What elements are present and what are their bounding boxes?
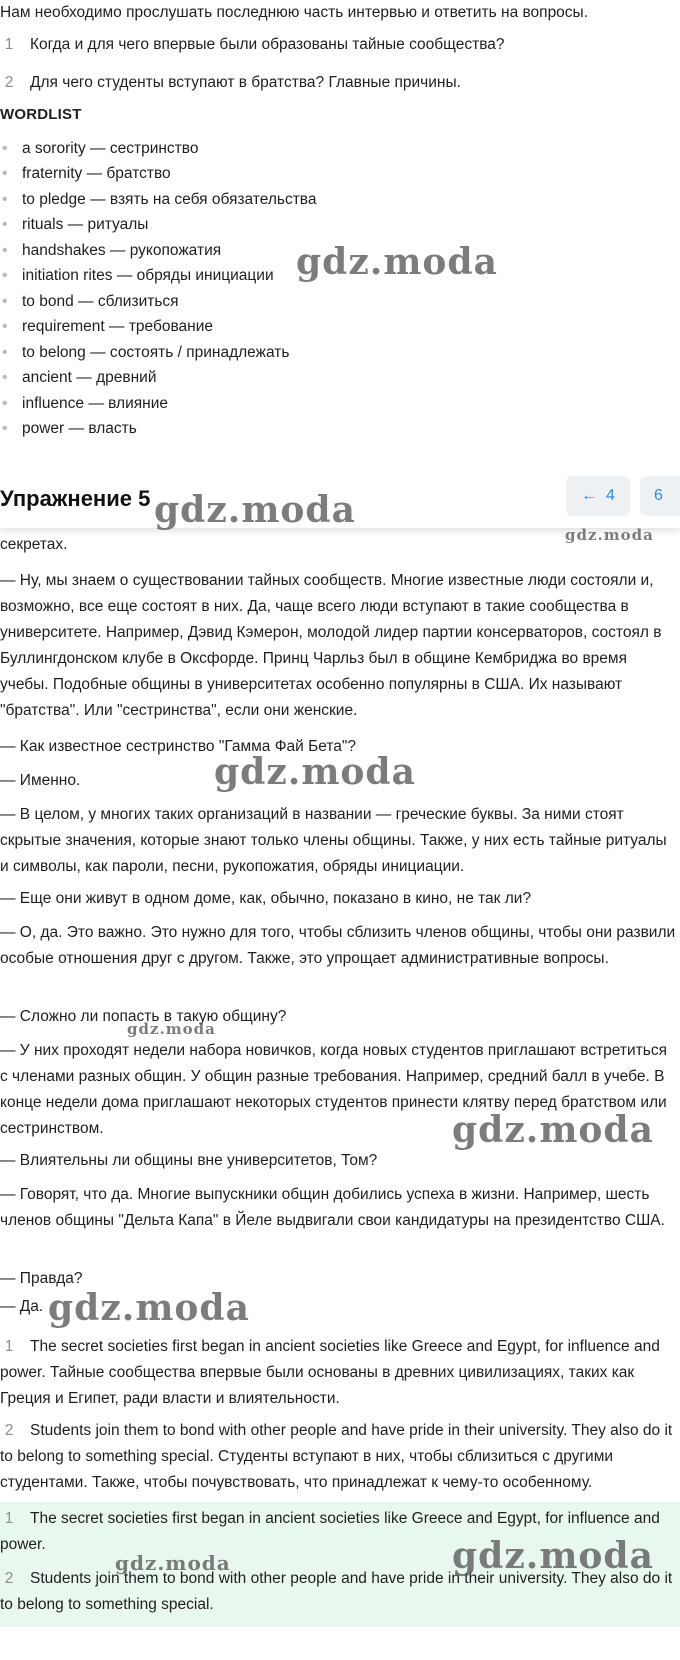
answer-number: 2 (4, 1570, 14, 1587)
watermark: gdz.moda (154, 489, 356, 531)
transcript-fragment: секретах. (0, 536, 68, 553)
wordlist-item: • fraternity — братство (0, 161, 171, 187)
wordlist-heading: WORDLIST (0, 106, 82, 123)
question-text: Когда и для чего впервые были образованы тайные сообщества? (30, 36, 505, 53)
answer-item (0, 1418, 676, 1496)
answer-text: The secret societies first began in ancient societies like Greece and Egypt, for influence and power. (0, 1510, 660, 1553)
wordlist-item: • rituals — ритуалы (0, 212, 148, 238)
dialogue-line: — О, да. Это важно. Это нужно для того, чтобы сблизить членов общины, чтобы они развили особые отношения друг с другом. Также, это упрощает административные вопросы. (0, 924, 676, 967)
dialogue-line: — Именно. (0, 772, 81, 789)
watermark: gdz.moda (452, 1109, 654, 1151)
bullet-icon: • (2, 165, 8, 182)
bullet-icon: • (2, 318, 8, 335)
answer-text: The secret societies first began in ancient societies like Greece and Egypt, for influence and power. Тайные сообщества впервые были основаны в древних цивилизациях, таких как Греция и Египет, ради власти и влиятельности. (0, 1338, 660, 1407)
bullet-icon: • (2, 344, 8, 361)
watermark: gdz.moda (48, 1287, 250, 1329)
question-item (0, 70, 680, 96)
next-exercise-button[interactable] (640, 476, 680, 516)
question-text: Для чего студенты вступают в братства? Главные причины. (30, 74, 461, 91)
bullet-icon: • (2, 420, 8, 437)
wordlist-item: • a sorority — сестринство (0, 136, 198, 162)
arrow-left-icon: ← (581, 487, 598, 504)
wordlist-item: • power — власть (0, 416, 137, 442)
dialogue-line: — Сложно ли попасть в такую общину? (0, 1008, 287, 1025)
question-number: 2 (4, 74, 14, 91)
answer-item (0, 1334, 676, 1412)
watermark: gdz.moda (296, 241, 498, 283)
dialogue-line: — У них проходят недели набора новичков, когда новых студентов приглашают встретиться с членами разных общин. У общин разные требования. Например, средний балл в учебе. В конце недели дома приглашают некоторых студентов принести клятву перед братством или сестринством. (0, 1042, 667, 1137)
wordlist-item: • to pledge — взять на себя обязательства (0, 187, 316, 213)
dialogue-line: — Да. (0, 1298, 44, 1315)
wordlist-item: • to belong — состоять / принадлежать (0, 340, 289, 366)
dialogue-line: — Еще они живут в одном доме, как, обычно, показано в кино, не так ли? (0, 890, 532, 907)
answer-number: 2 (4, 1422, 14, 1439)
dialogue-line: — Ну, мы знаем о существовании тайных сообществ. Многие известные люди состояли и, возможно, все еще состоят в них. Да, чаще всего люди вступают в такие сообщества в университете. Например, Дэвид Кэмерон, молодой лидер партии консерваторов, состоял в Буллингдонском клубе в Оксфорде. Принц Чарльз был в общине Кембриджа во время учебы. Подобные общины в университетах особенно популярны в США. Их называют "братства". Или "сестринства", если они женские. (0, 572, 662, 719)
dialogue-line: — Говорят, что да. Многие выпускники общин добились успеха в жизни. Например, шесть членов общины "Дельта Капа" в Йеле выдвигали свои кандидатуры на президентство США. (0, 1186, 665, 1229)
wordlist-item: • influence — влияние (0, 391, 168, 417)
wordlist-item: • handshakes — рукопожатия (0, 238, 221, 264)
watermark: gdz.moda (214, 751, 416, 793)
watermark: gdz.moda (452, 1535, 654, 1577)
bullet-icon: • (2, 140, 8, 157)
exercise-title: Упражнение 5 (0, 486, 151, 511)
bullet-icon: • (2, 293, 8, 310)
bullet-icon: • (2, 267, 8, 284)
dialogue-line: — Как известное сестринство "Гамма Фай Бета"? (0, 738, 357, 755)
answer-number: 1 (4, 1510, 14, 1527)
question-item (0, 32, 680, 58)
watermark: gdz.moda (565, 526, 654, 544)
next-exercise-number: 6 (654, 487, 663, 504)
wordlist-item: • ancient — древний (0, 365, 157, 391)
prev-exercise-number: 4 (605, 487, 615, 504)
prev-exercise-button[interactable] (566, 476, 630, 516)
bullet-icon: • (2, 191, 8, 208)
bullet-icon: • (2, 369, 8, 386)
task-intro: Нам необходимо прослушать последнюю часть интервью и ответить на вопросы. (0, 4, 589, 21)
answer-text: Students join them to bond with other people and have pride in their university. They also do it to belong to something special. (0, 1570, 673, 1613)
dialogue-line: — Влиятельны ли общины вне университетов, Том? (0, 1152, 378, 1169)
bullet-icon: • (2, 395, 8, 412)
bullet-icon: • (2, 242, 8, 259)
watermark: gdz.moda (127, 1020, 216, 1038)
question-number: 1 (4, 36, 14, 53)
dialogue-line: — В целом, у многих таких организаций в названии — греческие буквы. За ними стоят скрытые значения, которые знают только члены общины. Также, у них есть тайные ритуалы и символы, как пароли, песни, рукопожатия, обряды инициации. (0, 806, 667, 875)
wordlist-item: • requirement — требование (0, 314, 213, 340)
wordlist-item: • initiation rites — обряды инициации (0, 263, 274, 289)
dialogue-line: — Правда? (0, 1270, 83, 1287)
wordlist-item: • to bond — сблизиться (0, 289, 179, 315)
bullet-icon: • (2, 216, 8, 233)
watermark: gdz.moda (115, 1551, 231, 1575)
answer-number: 1 (4, 1338, 14, 1355)
answer-text: Students join them to bond with other people and have pride in their university. They also do it to belong to something special. Студенты вступают в них, чтобы сблизиться с другими студентами. Также, чтобы почувствовать, что принадлежат к чему-то особенному. (0, 1422, 673, 1491)
